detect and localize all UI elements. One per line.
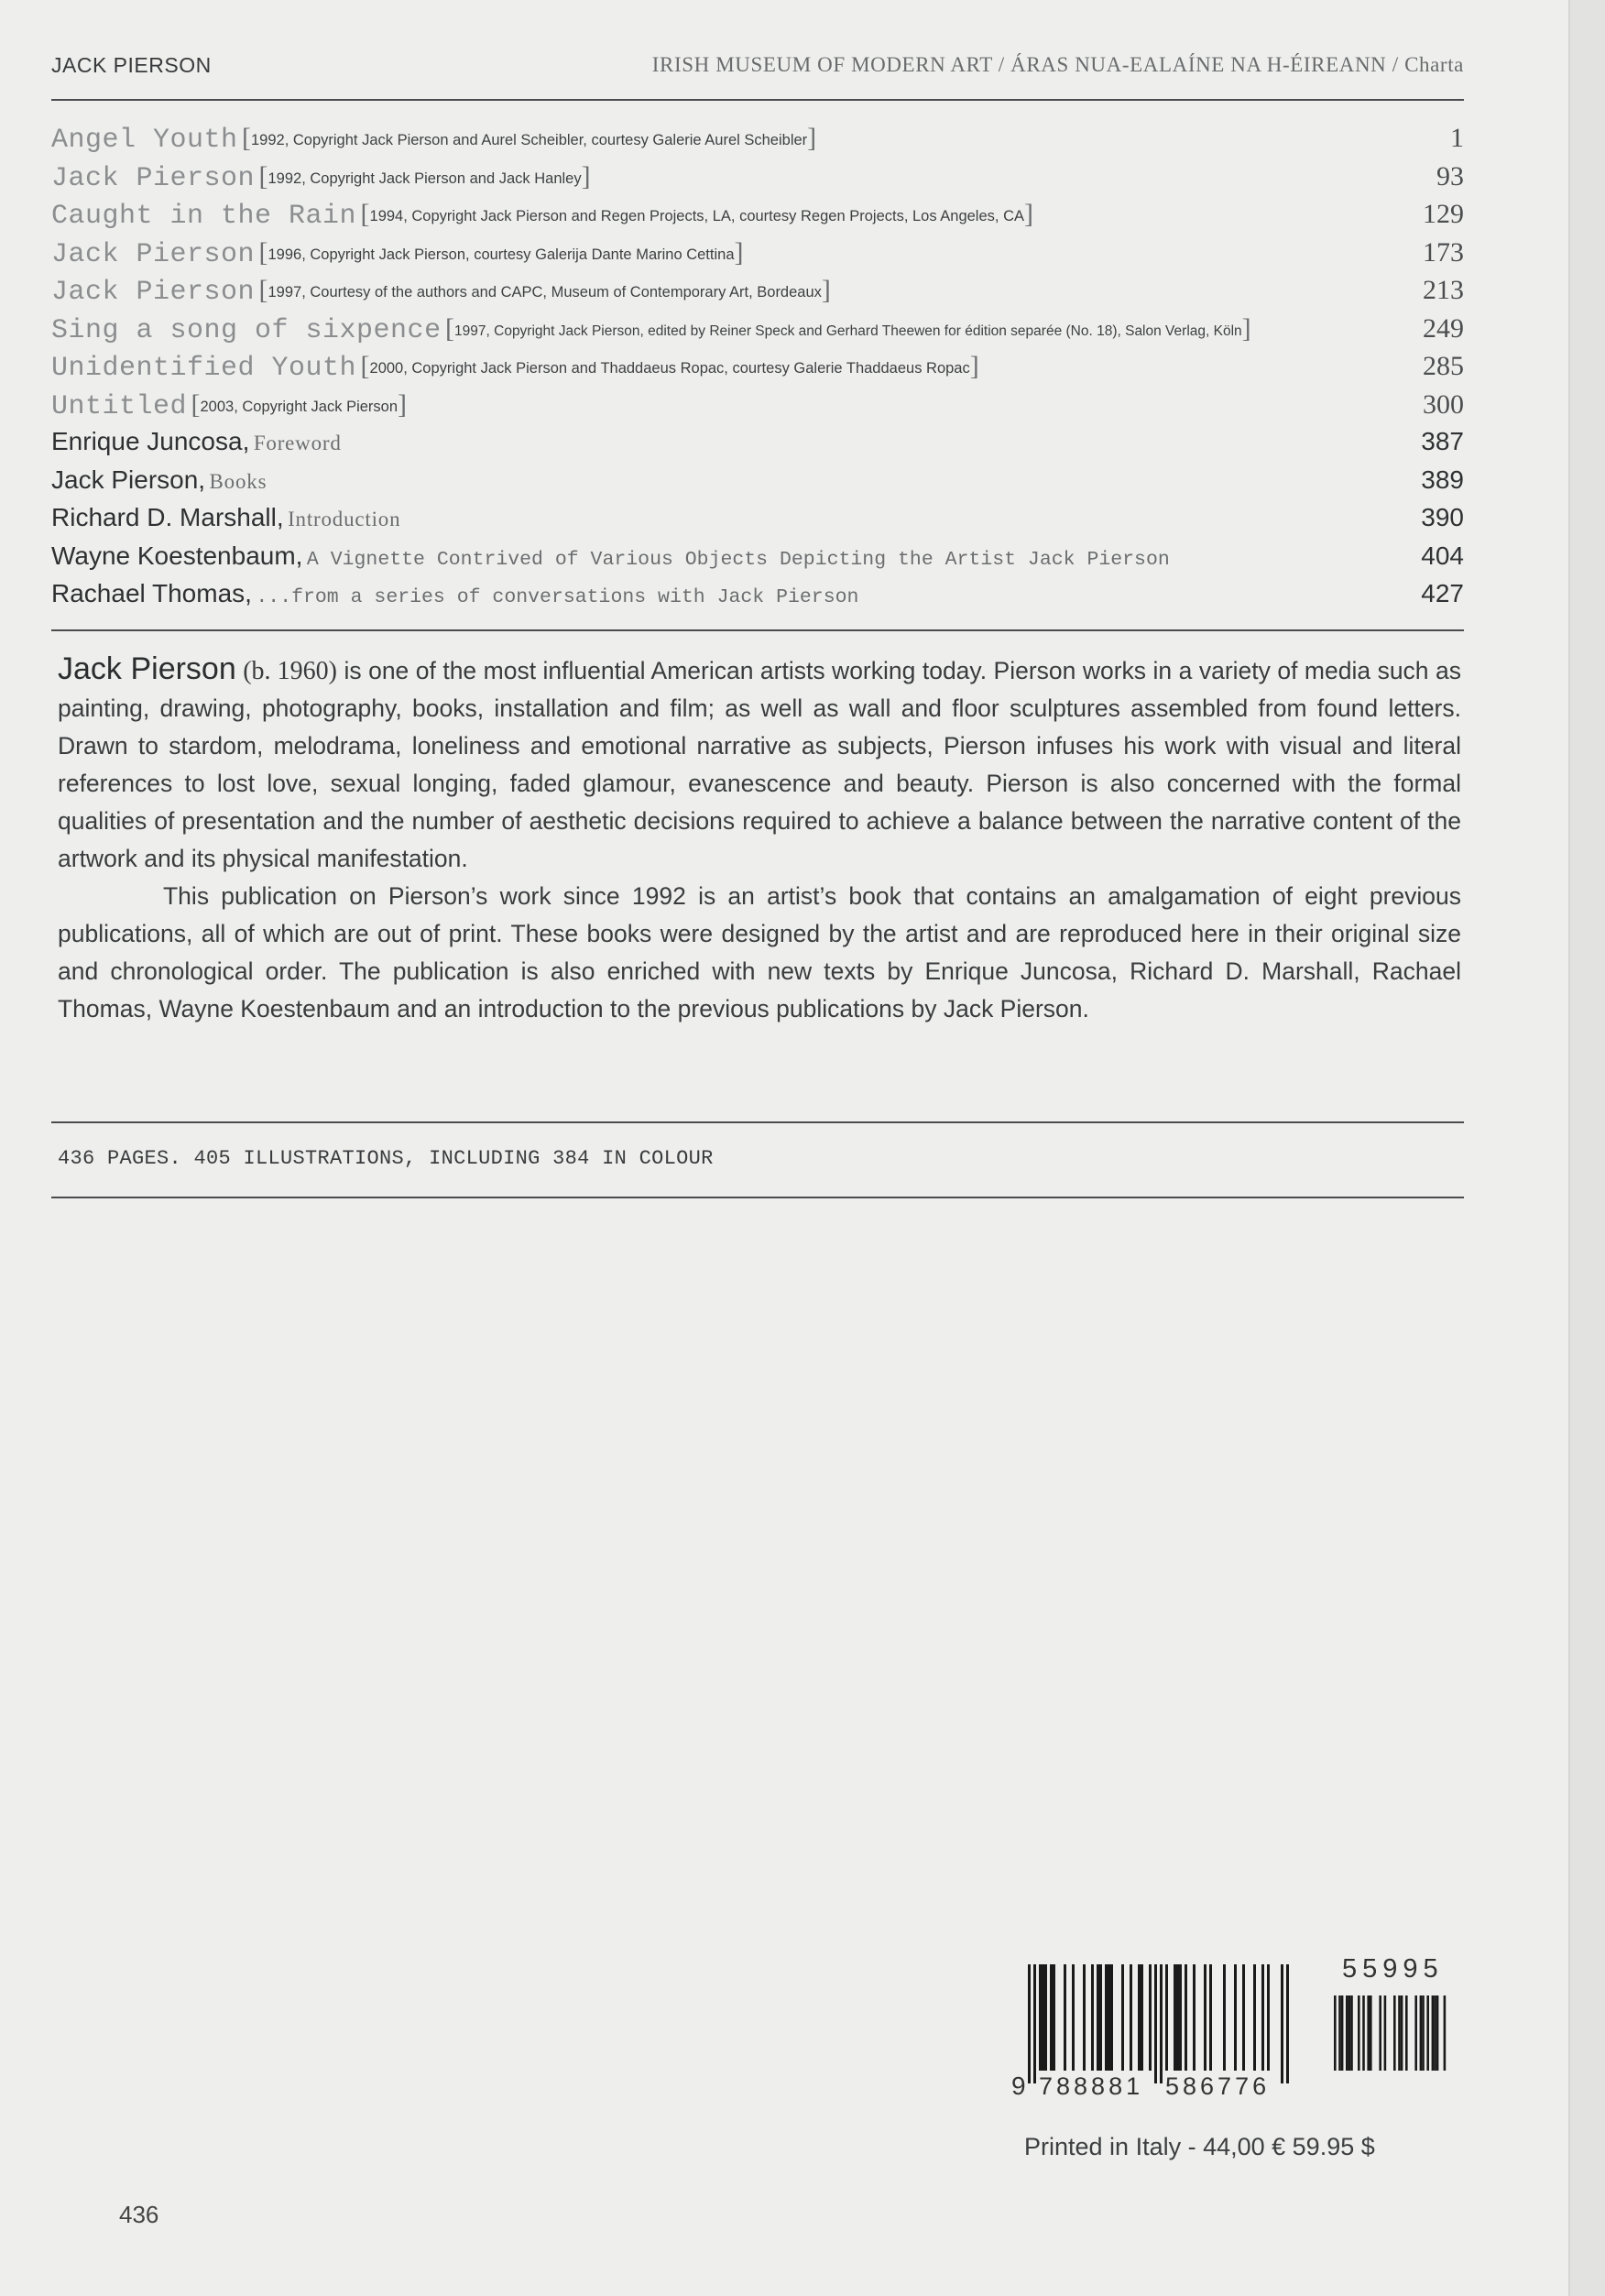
barcode-bar (1154, 1964, 1157, 2083)
contributor-text: Foreword (253, 432, 342, 454)
toc-credit: 2003, Copyright Jack Pierson (200, 398, 399, 415)
toc-entry: Jack Pierson [1992, Copyright Jack Pierson and Jack Hanley] 93 (51, 160, 1464, 194)
contributor-text: ...from a series of conversations with Jack Pierson (256, 586, 859, 608)
toc-page-number: 213 (1423, 275, 1464, 305)
barcode-bar (1083, 1964, 1086, 2071)
barcode-addon-digits: 55995 (1342, 1954, 1444, 1984)
barcode-bar (1281, 1964, 1283, 2083)
pages-info-top-rule (51, 1121, 1464, 1123)
barcode-bar (1064, 1964, 1066, 2071)
contributor-entry (51, 465, 1464, 504)
barcode-bar (1099, 1964, 1102, 2071)
barcode-bar (1130, 1964, 1132, 2071)
addon-bar (1348, 1995, 1351, 2071)
barcode-bar (1193, 1964, 1196, 2071)
barcode-prefix-digit: 9 (1011, 2072, 1030, 2100)
barcode-bar (1097, 1964, 1099, 2071)
addon-bar (1334, 1995, 1337, 2071)
page-count-info: 436 PAGES. 405 ILLUSTRATIONS, INCLUDING 384 IN COLOUR (58, 1147, 714, 1170)
barcode-bar (1108, 1964, 1110, 2071)
addon-bar (1346, 1995, 1348, 2071)
contributor-text: Books (209, 469, 268, 493)
barcode-bar (1121, 1964, 1124, 2071)
contributor-text: Introduction (288, 508, 401, 530)
contributor-author: Enrique Juncosa, (51, 427, 250, 455)
toc-page-number: 387 (1421, 427, 1464, 455)
description-paragraph: This publication on Pierson’s work since 1992 is an artist’s book that contains an amalgamation of eight previous publications, all of which are out of print. These books were designed by the artist and are reproduced here in their original size and chronological order. The publication is also enriched with new texts by Enrique Juncosa, Richard D. Marshall, Rachael Thomas, Wayne Koestenbaum and an introduction to the previous publications by Jack Pierson. (58, 882, 1461, 1022)
toc-entry: Angel Youth [1992, Copyright Jack Pierson and Aurel Scheibler, courtesy Galerie Aurel Scheibler] 1 (51, 123, 1464, 156)
addon-bar (1393, 1995, 1396, 2071)
toc-credit: 1992, Copyright Jack Pierson and Jack Hanley (268, 169, 582, 187)
toc-entry: Sing a song of sixpence [1997, Copyright Jack Pierson, edited by Reiner Speck and Gerhard Theewen for édition separée (No. 18), Salon Verlag, Köln] 249 (51, 312, 1464, 346)
toc-page-number: 300 (1423, 388, 1464, 420)
toc-page-number: 427 (1421, 579, 1464, 607)
addon-bar (1436, 1995, 1439, 2071)
artist-name: Jack Pierson (58, 651, 236, 686)
toc-entry: Untitled [2003, Copyright Jack Pierson] 300 (51, 388, 1464, 422)
barcode-bar (1110, 1964, 1113, 2071)
toc-title: Sing a song of sixpence (51, 314, 442, 346)
barcode-bar (1105, 1964, 1108, 2071)
addon-bar (1405, 1995, 1408, 2071)
toc-title: Unidentified Youth (51, 353, 357, 384)
addon-bar (1401, 1995, 1403, 2071)
description-text: is one of the most influential American artists working today. Pierson works in a variety of media such as painting, drawing, photography, books, installation and film; as well as wall and floor sculptures assembled from found letters. Drawn to stardom, melodrama, loneliness and emotional narrative as subjects, Pierson infuses his work with visual and literal references to lost love, sexual longing, faded glamour, evanescence and beauty. Pierson is also concerned with the formal qualities of presentation and the number of aesthetic decisions required to achieve a balance between the narrative content of the artwork and its physical manifestation. (58, 657, 1462, 872)
toc-page-number: 389 (1421, 465, 1464, 494)
pages-info-bottom-rule (51, 1197, 1464, 1198)
toc-page-number: 404 (1421, 541, 1464, 570)
barcode-bar (1044, 1964, 1047, 2071)
header-publishers: IRISH MUSEUM OF MODERN ART / ÁRAS NUA-EALAÍNE NA H-ÉIREANN / Charta (651, 53, 1464, 76)
addon-bar (1350, 1995, 1353, 2071)
addon-bar (1338, 1995, 1341, 2071)
adjacent-page-edge (1568, 0, 1605, 2296)
barcode-bar (1223, 1964, 1226, 2071)
addon-bar (1432, 1995, 1435, 2071)
toc-credit: 1994, Copyright Jack Pierson and Regen Projects, LA, courtesy Regen Projects, Los Angeles, CA (369, 208, 1024, 224)
barcode-bar (1165, 1964, 1168, 2071)
contributor-entry (51, 503, 1464, 541)
contributor-author: Wayne Koestenbaum, (51, 541, 303, 570)
contributor-entry (51, 541, 1464, 580)
contributor-author: Rachael Thomas, (51, 579, 252, 607)
toc-title: Angel Youth (51, 125, 238, 156)
barcode-bar (1204, 1964, 1206, 2071)
barcode-bar (1174, 1964, 1176, 2071)
addon-bar (1370, 1995, 1372, 2071)
addon-bar (1426, 1995, 1429, 2071)
table-of-contents (51, 123, 1464, 618)
barcode-bar (1179, 1964, 1182, 2071)
toc-page-number: 129 (1423, 199, 1464, 229)
barcode-bar (1039, 1964, 1042, 2071)
description-paragraph (58, 651, 1461, 878)
addon-bar (1379, 1995, 1381, 2071)
page-number: 436 (119, 2201, 159, 2228)
barcode-bar (1234, 1964, 1237, 2071)
toc-credit: 2000, Copyright Jack Pierson and Thaddaeus Ropac, courtesy Galerie Thaddaeus Ropac (369, 360, 970, 377)
toc-title: Untitled (51, 390, 188, 422)
toc-page-number: 93 (1436, 160, 1464, 191)
toc-title: Jack Pierson (51, 238, 256, 270)
toc-credit: 1997, Copyright Jack Pierson, edited by Reiner Speck and Gerhard Theewen for édition separée (No. 18), Salon Verlag, Köln (454, 323, 1242, 339)
header-rule (51, 99, 1464, 101)
addon-bar (1367, 1995, 1370, 2071)
toc-title: Jack Pierson (51, 277, 256, 308)
price-line: Printed in Italy - 44,00 € 59.95 $ (1024, 2133, 1375, 2160)
toc-entry: Jack Pierson [1996, Copyright Jack Pierson, courtesy Galerija Dante Marino Cettina] 173 (51, 236, 1464, 270)
toc-entry: Jack Pierson [1997, Courtesy of the authors and CAPC, Museum of Contemporary Art, Bordeaux] 213 (51, 275, 1464, 308)
barcode-bar (1053, 1964, 1055, 2071)
toc-page-number: 173 (1423, 236, 1464, 268)
toc-entry: Caught in the Rain [1994, Copyright Jack Pierson and Regen Projects, LA, courtesy Regen Projects, Los Angeles, CA] 129 (51, 199, 1464, 232)
contributor-author: Jack Pierson, (51, 465, 206, 494)
barcode-bar (1261, 1964, 1264, 2071)
barcode-bar (1160, 1964, 1163, 2083)
toc-bottom-rule (51, 629, 1464, 631)
addon-bar (1444, 1995, 1447, 2071)
running-header (51, 53, 1464, 90)
addon-bar (1384, 1995, 1387, 2071)
barcode-bar (1209, 1964, 1212, 2071)
barcode-bar (1267, 1964, 1270, 2071)
book-description (58, 651, 1461, 1028)
barcode-bar (1141, 1964, 1143, 2071)
contributor-entry (51, 427, 1464, 465)
toc-entry: Unidentified Youth [2000, Copyright Jack Pierson and Thaddaeus Ropac, courtesy Galerie Thaddaeus Ropac] 285 (51, 351, 1464, 384)
toc-credit: 1996, Copyright Jack Pierson, courtesy Galerija Dante Marino Cettina (268, 246, 735, 263)
addon-bar (1434, 1995, 1436, 2071)
barcode-bar (1033, 1964, 1036, 2083)
barcode-bar (1072, 1964, 1075, 2071)
toc-title: Jack Pierson (51, 162, 256, 194)
contributor-author: Richard D. Marshall, (51, 503, 284, 531)
barcode-bar (1185, 1964, 1187, 2071)
barcode-bar (1138, 1964, 1141, 2071)
toc-credit: 1997, Courtesy of the authors and CAPC, Museum of Contemporary Art, Bordeaux (268, 284, 822, 301)
artist-birth-year: (b. 1960) (243, 657, 337, 685)
toc-credit: 1992, Copyright Jack Pierson and Aurel Scheibler, courtesy Galerie Aurel Scheibler (251, 132, 808, 148)
toc-page-number: 249 (1423, 312, 1464, 344)
addon-bar (1414, 1995, 1417, 2071)
toc-title: Caught in the Rain (51, 201, 357, 232)
barcode-bar (1286, 1964, 1289, 2083)
addon-bar (1398, 1995, 1401, 2071)
toc-page-number: 390 (1421, 503, 1464, 531)
barcode-bar (1176, 1964, 1179, 2071)
barcode-right-digits: 586776 (1165, 2072, 1271, 2100)
addon-bar (1358, 1995, 1360, 2071)
barcode-left-digits: 788881 (1039, 2072, 1144, 2100)
barcode-bar (1253, 1964, 1256, 2071)
isbn-barcode (991, 1954, 1468, 2177)
addon-bar (1422, 1995, 1425, 2071)
addon-bar (1420, 1995, 1423, 2071)
barcode-bar (1042, 1964, 1044, 2071)
contributor-text: A Vignette Contrived of Various Objects Depicting the Artist Jack Pierson (306, 548, 1170, 571)
barcode-bar (1028, 1964, 1031, 2083)
barcode-bar (1091, 1964, 1094, 2071)
toc-page-number: 1 (1450, 123, 1464, 153)
toc-page-number: 285 (1423, 351, 1464, 381)
barcode-bar (1149, 1964, 1152, 2071)
addon-bar (1341, 1995, 1344, 2071)
barcode-bar (1050, 1964, 1053, 2071)
addon-bar (1362, 1995, 1365, 2071)
contributor-entry (51, 579, 1464, 618)
header-artist-name: JACK PIERSON (51, 53, 212, 77)
barcode-bar (1242, 1964, 1245, 2071)
